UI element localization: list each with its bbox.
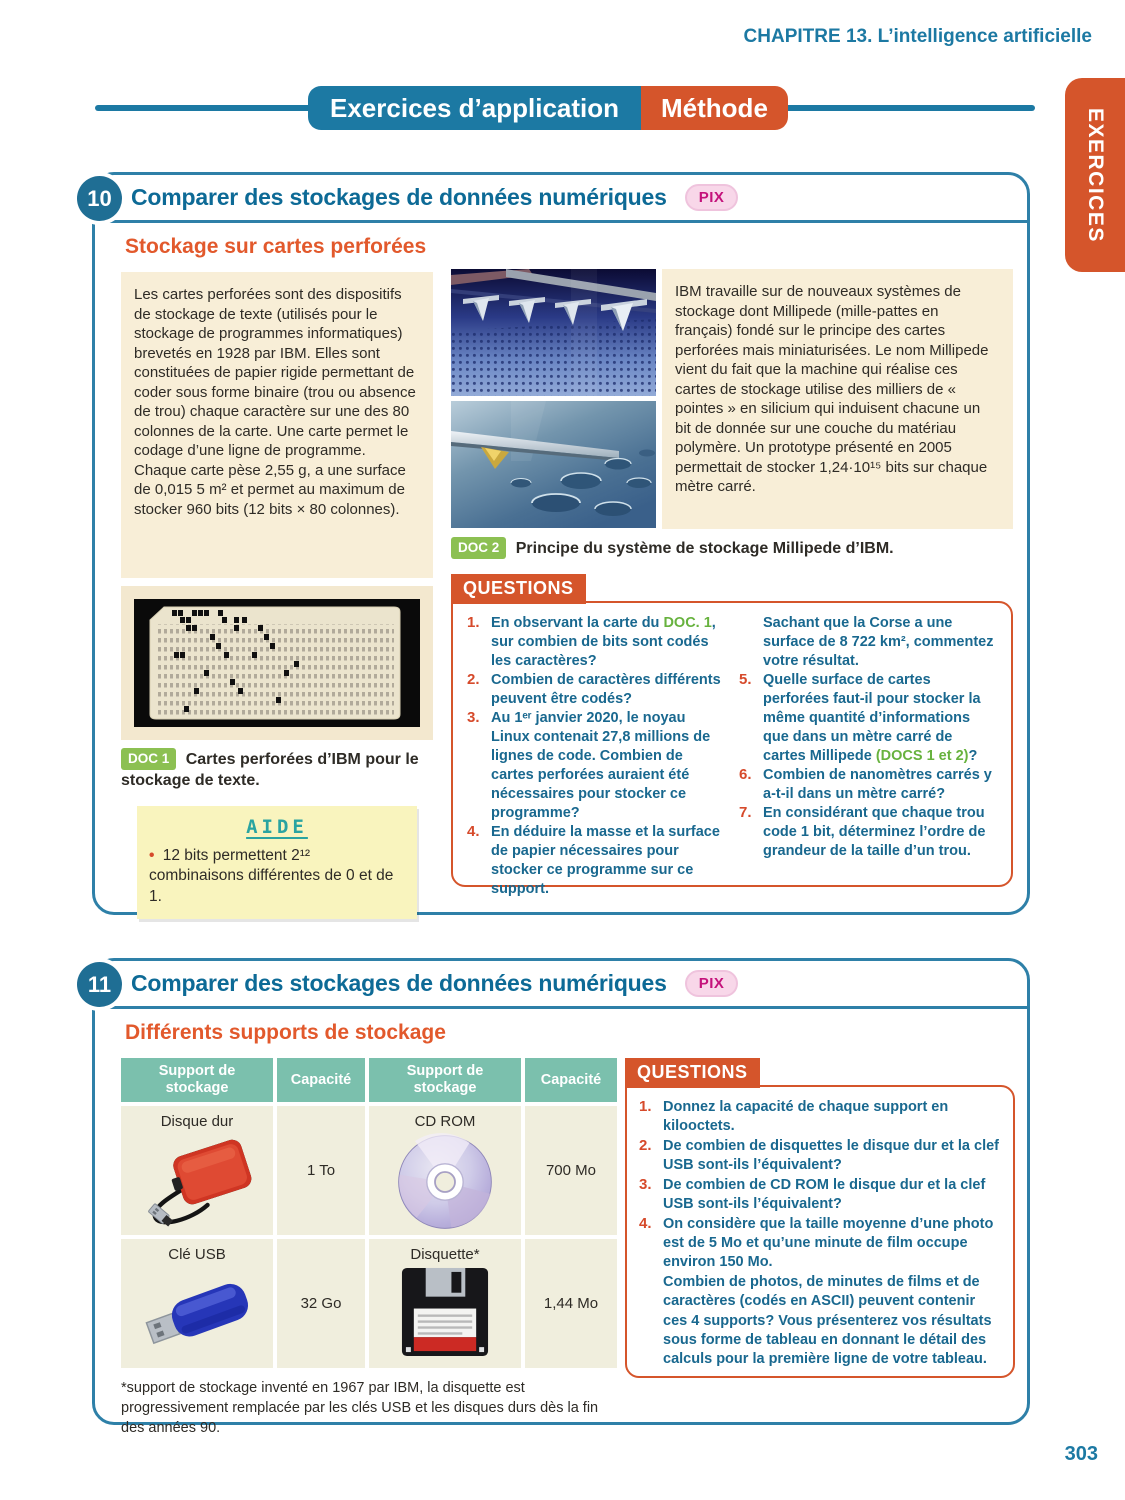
- chapter-heading: [744, 26, 1092, 48]
- cd-rom-disc-icon: [395, 1132, 495, 1232]
- column-header: Capacité: [525, 1058, 617, 1102]
- question-text-part: ?: [968, 747, 978, 764]
- doc2-caption: [451, 538, 1013, 560]
- question-text: [763, 671, 997, 766]
- questions-label: QUESTIONS: [625, 1058, 760, 1088]
- question-text: [491, 614, 725, 671]
- table-cell-capacity: 1,44 Mo: [525, 1239, 617, 1368]
- doc1-caption-text: Cartes perforées d’IBM pour le stockage de texte.: [121, 751, 419, 789]
- table-cell-cle-usb: [121, 1239, 273, 1368]
- punch-card-photo: [134, 599, 420, 727]
- aide-box: [137, 806, 417, 919]
- question-text: Combien de nanomètres carrés y a-t-il dans un mètre carré?: [763, 766, 992, 802]
- question-2: [467, 671, 725, 709]
- question-text-part: Combien de photos, de minutes de films et de caractères (codés en ASCII) peuvent contenir ces 4 supports? Vous présenterez vos résultats sous forme de tableau en donnant le détail des calculs pour la première ligne de votre tableau.: [663, 1273, 992, 1368]
- exercise-title: Comparer des stockages de données numériques: [131, 184, 667, 210]
- column-header: Support de stockage: [121, 1058, 273, 1102]
- question-4-continued: [739, 614, 997, 671]
- question-number: 5.: [739, 670, 752, 688]
- external-hard-drive-icon: [134, 1132, 260, 1228]
- question-3: [467, 709, 725, 823]
- question-1: [639, 1098, 1001, 1137]
- question-text: Donnez la capacité de chaque support en kilooctets.: [663, 1099, 949, 1135]
- millipede-cantilever-photo: [451, 401, 656, 528]
- questions-column-1: [467, 613, 725, 897]
- pix-badge: PIX: [685, 970, 739, 997]
- table-cell-disque-dur: [121, 1106, 273, 1235]
- question-text: [663, 1215, 1001, 1370]
- column-header: Support de stockage: [369, 1058, 521, 1102]
- support-label: CD ROM: [414, 1113, 476, 1130]
- exercise-11-questions: [625, 1055, 1015, 1378]
- exercises-side-tab-label: EXERCICES: [1084, 107, 1107, 243]
- question-7: [739, 804, 997, 861]
- exercise-number-badge: 11: [77, 962, 122, 1007]
- question-text: Sachant que la Corse a une surface de 8 722 km², commentez votre résultat.: [763, 614, 994, 669]
- bullet-icon: •: [149, 846, 155, 864]
- exercise-subtitle: Différents supports de stockage: [125, 1021, 446, 1044]
- table-cell-disquette: [369, 1239, 521, 1368]
- exercise-11-questions-box: [625, 1085, 1015, 1378]
- table-cell-capacity: 32 Go: [277, 1239, 365, 1368]
- pix-badge: PIX: [685, 184, 739, 211]
- millipede-tips-photo: [451, 269, 656, 396]
- exercise-title: Comparer des stockages de données numériques: [131, 970, 667, 996]
- question-text-part: On considère que la taille moyenne d’une photo est de 5 Mo et qu’une minute de film occupe environ 150 Mo.: [663, 1215, 994, 1271]
- question-text: En considérant que chaque trou code 1 bit, déterminez l’ordre de grandeur de la taille d’un trou.: [763, 804, 986, 859]
- question-text: De combien de CD ROM le disque dur et la clef USB sont-ils l’équivalent?: [663, 1176, 986, 1213]
- support-label: Disquette*: [410, 1246, 480, 1263]
- question-text-part: Quelle surface de cartes perforées faut-il pour stocker la même quantité d’informations que dans un mètre carré de cartes Millipede: [763, 671, 981, 764]
- question-3: [639, 1176, 1001, 1215]
- exercise-11-header: [95, 961, 1027, 1009]
- doc2-media-row: [451, 269, 1013, 529]
- section-banner: [308, 86, 788, 130]
- table-cell-capacity: 700 Mo: [525, 1106, 617, 1235]
- table-cell-cd-rom: [369, 1106, 521, 1235]
- doc-reference: (DOCS 1 et 2): [875, 747, 969, 764]
- question-number: 3.: [639, 1175, 652, 1193]
- question-number: 6.: [739, 765, 752, 783]
- question-number: 4.: [467, 822, 480, 840]
- question-number: 2.: [467, 670, 480, 688]
- question-5: [739, 671, 997, 766]
- millipede-photos: [451, 269, 656, 529]
- question-text-part: En observant la carte du: [491, 614, 664, 631]
- question-2: [639, 1137, 1001, 1176]
- punch-card-icon: [134, 599, 420, 727]
- question-4: [639, 1215, 1001, 1370]
- millipede-tips-icon: [451, 269, 656, 396]
- exercise-10-left-column: [121, 272, 433, 919]
- doc1-caption: [121, 749, 421, 792]
- banner-method-label: Méthode: [641, 86, 788, 130]
- question-number: 3.: [467, 708, 480, 726]
- chapter-number: CHAPITRE 13.: [743, 26, 873, 47]
- question-number: 4.: [639, 1214, 652, 1232]
- exercise-11-card: [87, 958, 1030, 1436]
- column-header: Capacité: [277, 1058, 365, 1102]
- question-number: 1.: [639, 1098, 652, 1115]
- exercise-subtitle: Stockage sur cartes perforées: [125, 235, 427, 258]
- exercise-10-right-column: [451, 269, 1013, 897]
- support-label: Disque dur: [160, 1113, 234, 1130]
- table-cell-capacity: 1 To: [277, 1106, 365, 1235]
- question-6: [739, 766, 997, 804]
- question-number: 1.: [467, 613, 480, 631]
- doc-reference: DOC. 1: [663, 614, 712, 631]
- storage-table: [121, 1058, 619, 1438]
- question-text: En déduire la masse et la surface de papier nécessaires pour stocker ce programme sur ce support.: [491, 823, 720, 897]
- questions-column-2: [739, 614, 997, 874]
- page-number: 303: [1064, 1443, 1098, 1465]
- question-text: De combien de disquettes le disque dur et la clef USB sont-ils l’équivalent?: [663, 1137, 999, 1174]
- storage-table-grid: [121, 1058, 619, 1368]
- doc1-badge: DOC 1: [121, 748, 176, 770]
- millipede-cantilever-icon: [451, 401, 656, 528]
- floppy-disk-icon: [398, 1265, 492, 1359]
- support-label: Clé USB: [168, 1246, 226, 1263]
- usb-flash-drive-icon: [131, 1265, 263, 1357]
- questions-label: QUESTIONS: [451, 574, 586, 604]
- exercise-10-card: [87, 172, 1030, 915]
- question-text-part: , sur combien de bits sont codés les caractères?: [491, 614, 716, 669]
- question-text: Combien de caractères différents peuvent être codés?: [491, 671, 721, 707]
- question-number: 2.: [639, 1136, 652, 1154]
- exercise-10-questions-box: [451, 601, 1013, 897]
- question-number: [739, 614, 763, 671]
- table-footnote: *support de stockage inventé en 1967 par IBM, la disquette est progressivement remplacée par les clés USB et les disques durs dès la fin des années 90.: [121, 1380, 599, 1436]
- doc2-caption-text: Principe du système de stockage Millipede d’IBM.: [515, 540, 894, 557]
- punch-card-figure: [121, 586, 433, 740]
- aide-text-content: 12 bits permettent 2¹² combinaisons différentes de 0 et de 1.: [149, 846, 394, 905]
- question-4: [467, 823, 725, 899]
- exercise-10-header: [95, 175, 1027, 223]
- aide-text: [149, 846, 405, 907]
- doc1-text-block: Les cartes perforées sont des dispositifs de stockage de texte (utilisés pour le stockage de programmes informatiques) brevetés en 1928 par IBM. Elles sont constituées de papier rigide permettant de coder sous forme binaire (trou ou absence de trou) chaque caractère sur une des 80 colonnes de la carte. Une carte permet le codage d’une ligne de programme. Chaque carte pèse 2,55 g, a une surface de 0,015 5 m² et permet au maximum de stocker 960 bits (12 bits × 80 colonnes).: [121, 272, 433, 578]
- exercises-side-tab: [1065, 78, 1125, 272]
- banner-exercises-label: Exercices d’application: [308, 86, 641, 130]
- doc2-text-block: IBM travaille sur de nouveaux systèmes de stockage dont Millipede (mille-pattes en français) fondé sur le principe des cartes perforées mais miniaturisées. Le nom Millipede vient du fait que la machine qui réalise ces cartes de stockage utilise des milliers de « pointes » en silicium qui induisent chacune un bit de donnée sur une couche du matériau polymère. Un prototype présenté en 2005 permettait de stocker 1,24·10¹⁵ bits sur chaque mètre carré.: [662, 269, 1013, 529]
- doc2-badge: DOC 2: [451, 537, 506, 559]
- question-text: Au 1ᵉʳ janvier 2020, le noyau Linux contenait 27,8 millions de lignes de code. Combien de cartes perforées auraient été nécessaires pour stocker ce programme?: [491, 709, 711, 821]
- question-1: [467, 614, 725, 671]
- exercise-number-badge: 10: [77, 176, 122, 221]
- chapter-title: L’intelligence artificielle: [877, 26, 1092, 47]
- question-number: 7.: [739, 803, 752, 821]
- aide-title: AIDE: [246, 815, 308, 838]
